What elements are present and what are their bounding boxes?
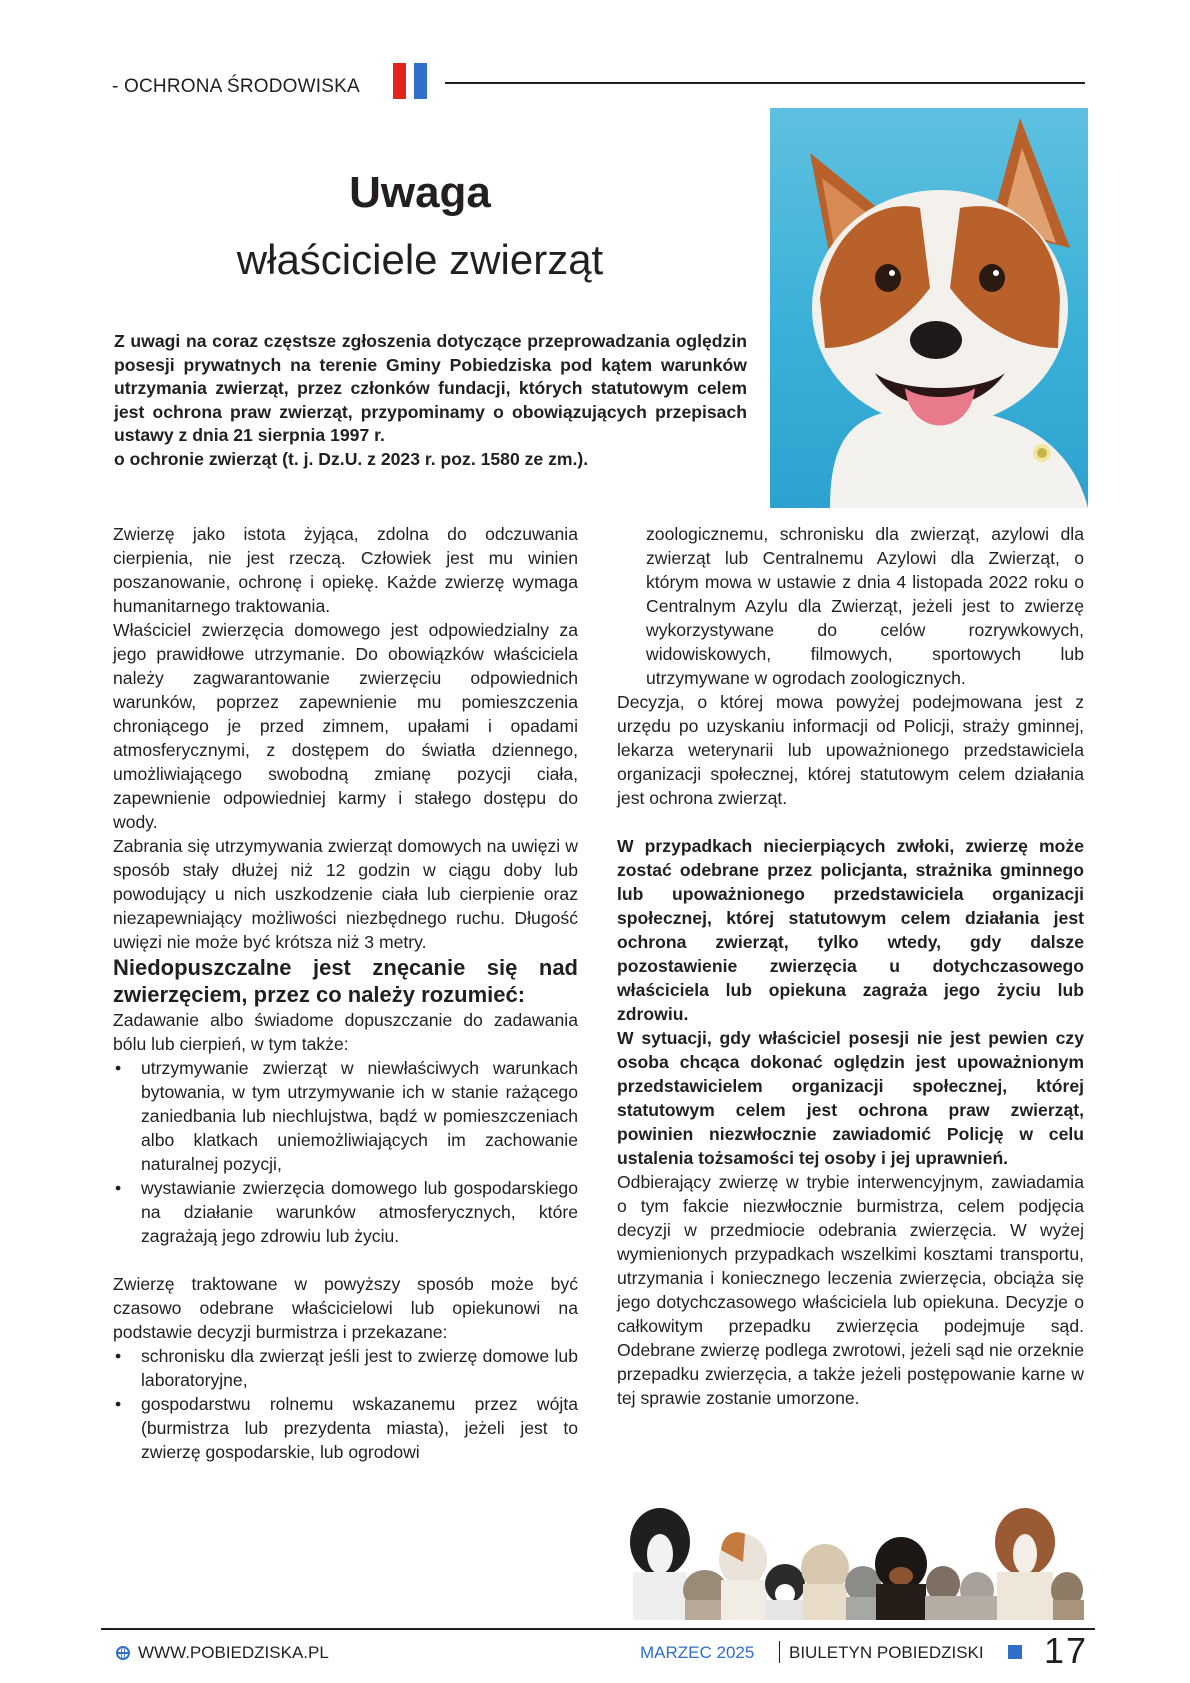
paragraph: Zwierzę jako istota żyjąca, zdolna do odczuwania cierpienia, nie jest rzeczą. Człowiek jest mu winien poszanowanie, ochronę i opiekę. Każde zwierzę wymaga humanitarnego traktowania. bbox=[113, 524, 578, 616]
footer-date: MARZEC 2025 bbox=[640, 1643, 755, 1662]
lead-text-end: o ochronie zwierząt (t. j. Dz.U. z 2023 r. poz. 1580 ze zm.). bbox=[114, 448, 589, 469]
pets-group-photo bbox=[625, 1472, 1084, 1620]
list-item: • schronisku dla zwierząt jeśli jest to zwierzę domowe lub laboratoryjne, bbox=[113, 1344, 578, 1392]
website-link[interactable]: WWW.POBIEDZISKA.PL bbox=[138, 1643, 329, 1662]
footer-website[interactable] bbox=[116, 1643, 329, 1663]
paragraph: Właściciel zwierzęcia domowego jest odpowiedzialny za jego prawidłowe utrzymanie. Do obowiązków właściciela należy zagwarantowanie zwierzęciu odpowiednich warunków, poprzez zapewnienie mu pomieszczenia chroniącego je przed zimnem, upałami i opadami atmosferycznymi, z dostępem do światła dziennego, umożliwiającego swobodną zmianę pozycji ciała, zapewnienie odpowiedniej karmy i stałego dostępu do wody. bbox=[113, 620, 578, 832]
square-icon bbox=[1008, 1645, 1022, 1659]
paragraph: Odbierający zwierzę w trybie interwencyjnym, zawiadamia o tym fakcie niezwłocznie burmistrza, celem podjęcia decyzji w przedmiocie odebrania zwierzęcia. W wyżej wymienionych przypadkach wszelkimi kosztami transportu, utrzymania i koniecznego leczenia zwierzęcia, obciąża się jego dotychczasowego właściciela lub opiekuna. Decyzje o całkowitym przepadku zwierzęcia podejmuje sąd. Odebrane zwierzę podlega zwrotowi, jeżeli sąd nie orzeknie przepadku zwierzęcia, a także jeżeli postępowanie karne w tej sprawie zostanie umorzone. bbox=[617, 1172, 1084, 1408]
section-heading: Niedopuszczalne jest znęcanie się nad zwierzęciem, przez co należy rozumieć: bbox=[113, 955, 578, 1007]
article-subtitle: właściciele zwierząt bbox=[236, 236, 604, 283]
flag-blue-bar bbox=[414, 63, 427, 99]
section-label: - OCHRONA ŚRODOWISKA bbox=[112, 76, 360, 97]
footer-rule bbox=[101, 1628, 1095, 1630]
list-item-continuation: zoologicznemu, schronisku dla zwierząt, azylowi dla zwierząt lub Centralnemu Azylowi dla Zwierząt, o którym mowa w ustawie z dnia 4 listopada 2022 roku o Centralnym Azylu dla Zwierząt, jeżeli jest to zwierzę wykorzystywane do celów rozrywkowych, widowiskowych, filmowych, sportowych lub utrzymywane w ogrodach zoologicznych. bbox=[646, 524, 1084, 688]
bullet-list bbox=[113, 1344, 578, 1464]
list-item: • utrzymywanie zwierząt w niewłaściwych warunkach bytowania, w tym utrzymywanie ich w stanie rażącego zaniedbania lub niechlujstwa, bądź w pomieszczeniach albo klatkach uniemożliwiających im zachowanie naturalnej pozycji, bbox=[113, 1056, 578, 1176]
bold-paragraph: W przypadkach niecierpiących zwłoki, zwierzę może zostać odebrane przez policjanta, strażnika gminnego lub upoważnionego przedstawiciela organizacji społecznej, której statutowym celem działania jest ochrona zwierząt, tylko wtedy, gdy dalsze pozostawienie zwierzęcia u dotychczasowego właściciela lub opiekuna zagraża jego życiu lub zdrowiu. bbox=[617, 836, 1084, 1024]
footer-publication: BIULETYN POBIEDZISKI bbox=[789, 1643, 984, 1662]
flag-red-bar bbox=[393, 63, 406, 99]
globe-icon bbox=[116, 1646, 130, 1660]
paragraph: Zwierzę traktowane w powyższy sposób może być czasowo odebrane właścicielowi lub opiekunowi na podstawie decyzji burmistrza i przekazane: bbox=[113, 1274, 578, 1342]
bold-paragraph: W sytuacji, gdy właściciel posesji nie jest pewien czy osoba chcąca dokonać oględzin jest upoważnionym przedstawicielem organizacji społecznej, której statutowym celem jest ochrona praw zwierząt, powinien niezwłocznie zawiadomić Policję w celu ustalenia tożsamości tej osoby i jej uprawnień. bbox=[617, 1028, 1084, 1168]
footer-separator bbox=[779, 1641, 780, 1663]
list-item: • gospodarstwu rolnemu wskazanemu przez wójta (burmistrza lub prezydenta miasta), jeżeli jest to zwierzę gospodarskie, lub ogrodowi bbox=[113, 1392, 578, 1464]
dog-photo bbox=[770, 108, 1088, 508]
bullet-list bbox=[113, 1056, 578, 1248]
paragraph: Zabrania się utrzymywania zwierząt domowych na uwięzi w sposób stały dłużej niż 12 godzin w ciągu doby lub powodujący u nich uszkodzenie ciała lub cierpienie oraz niezapewniający możliwości niezbędnego ruchu. Długość uwięzi nie może być krótsza niż 3 metry. bbox=[113, 836, 578, 952]
page-number: 17 bbox=[1044, 1630, 1089, 1671]
lead-text: Z uwagi na coraz częstsze zgłoszenia dotyczące przeprowadzania oględzin posesji prywatnych na terenie Gminy Pobiedziska pod kątem warunków utrzymania zwierząt, przez członków fundacji, których statutowym celem jest ochrona praw zwierząt, przypominamy o obowiązujących przepisach ustawy z dnia 21 sierpnia 1997 r. bbox=[114, 331, 747, 445]
column-right bbox=[617, 522, 1084, 1410]
list-item: • wystawianie zwierzęcia domowego lub gospodarskiego na działanie warunków atmosferycznych, które zagrażają jego zdrowiu lub życiu. bbox=[113, 1176, 578, 1248]
article-title: Uwaga bbox=[349, 168, 491, 217]
article-lead bbox=[114, 330, 747, 471]
pets-illustration bbox=[625, 1472, 1084, 1620]
paragraph: Zadawanie albo świadome dopuszczanie do zadawania bólu lub cierpień, w tym także: bbox=[113, 1010, 578, 1054]
paragraph: Decyzja, o której mowa powyżej podejmowana jest z urzędu po uzyskaniu informacji od Policji, straży gminnej, lekarza weterynarii lub upoważnionego przedstawiciela organizacji społecznej, której statutowym celem działania jest ochrona zwierząt. bbox=[617, 692, 1084, 808]
column-left bbox=[113, 522, 578, 1464]
header-rule bbox=[445, 82, 1085, 84]
dog-illustration bbox=[770, 108, 1088, 508]
